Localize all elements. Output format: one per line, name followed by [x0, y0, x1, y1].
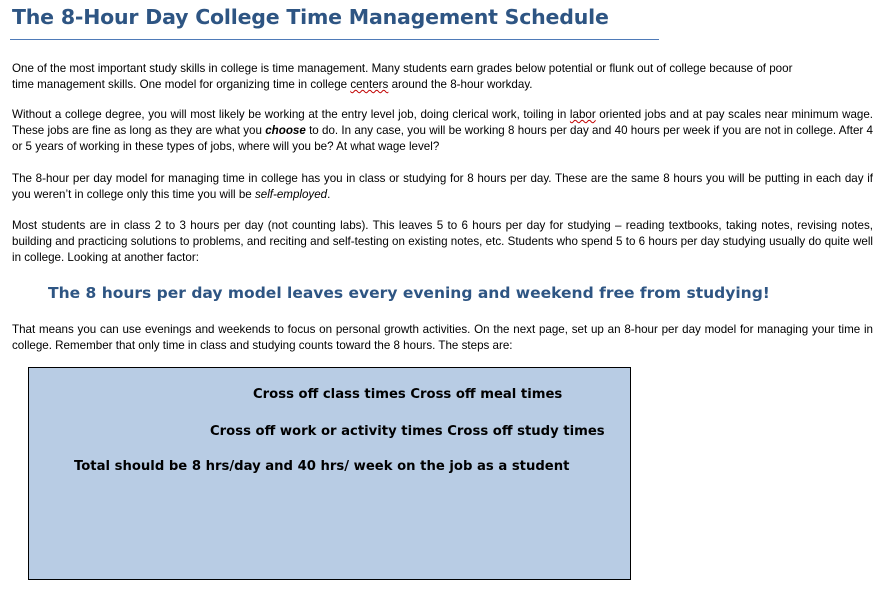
- paragraph-intro: [12, 61, 873, 93]
- text-segment: time management skills. One model for organizing time in college: [12, 78, 351, 91]
- step-line-1: Cross off class times Cross off meal times: [253, 387, 563, 402]
- paragraph-without-degree: [12, 107, 873, 155]
- step-line-2: Cross off work or activity times Cross off study times: [210, 424, 605, 439]
- text-segment: to do. In any case, you will be working 8 hours per day and 40 hours per week if you are not in college. After 4 or 5 years of working in these types of jobs, where will you be? At what wage level?: [12, 124, 873, 153]
- emphasis-self-employed: self-employed: [254, 188, 328, 201]
- text-segment: .: [327, 188, 331, 201]
- callout-heading: The 8 hours per day model leaves every evening and weekend free from studying!: [48, 284, 770, 302]
- text-segment: Without a college degree, you will most likely be working at the entry level job, doing clerical work, toiling in: [12, 108, 570, 121]
- paragraph-eight-hour-model: [12, 171, 873, 203]
- steps-box: [28, 367, 631, 580]
- page-title: The 8-Hour Day College Time Management Schedule: [12, 5, 609, 29]
- spellcheck-flagged-word: centers: [350, 78, 389, 91]
- paragraph-intro-line-1: One of the most important study skills in college is time management. Many students earn grades below potential or flunk out of college because of poor: [12, 62, 793, 75]
- text-segment: oriented jobs and at pay scales near minimum wage. These jobs are fine as long as they are what you: [12, 108, 874, 137]
- paragraph-intro-line-2: [12, 77, 873, 93]
- paragraph-evenings-weekends: That means you can use evenings and weekends to focus on personal growth activities. On the next page, set up an 8-hour per day model for managing your time in college. Remember that only time in class and studying counts toward the 8 hours. The steps are:: [12, 323, 873, 352]
- spellcheck-flagged-word: labor: [569, 108, 596, 121]
- text-segment: around the 8-hour workday.: [388, 78, 533, 91]
- emphasis-choose: choose: [265, 124, 306, 137]
- title-divider: [10, 39, 659, 40]
- text-segment: The 8-hour per day model for managing time in college has you in class or studying for 8 hours per day. These are the same 8 hours you will be putting in each day if you weren’t in college only this time you will be: [12, 172, 873, 201]
- paragraph-class-hours: Most students are in class 2 to 3 hours per day (not counting labs). This leaves 5 to 6 hours per day for studying – reading textbooks, taking notes, revising notes, building and practicing solutions to problems, and reciting and self-testing on existing notes, etc. Students who spend 5 to 6 hours per day studying usually do quite well in college. Looking at another factor:: [12, 219, 873, 264]
- step-line-3: Total should be 8 hrs/day and 40 hrs/ week on the job as a student: [74, 459, 570, 474]
